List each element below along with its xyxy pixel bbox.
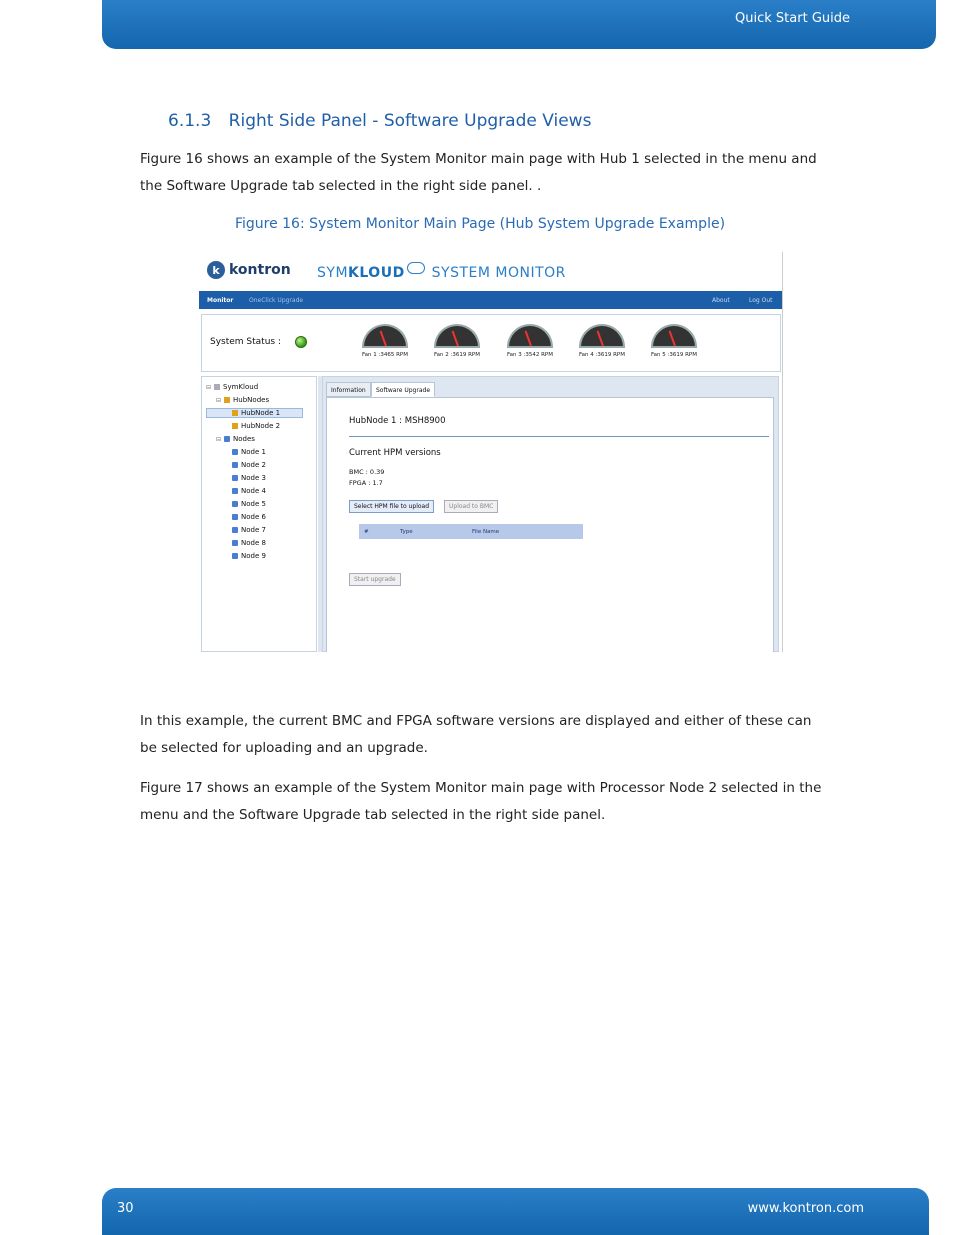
header-title: Quick Start Guide [735,11,850,26]
node-icon [232,501,238,507]
fan-label: Fan 5 :3619 RPM [651,352,697,358]
fan-gauge [433,324,481,358]
tree-item-node[interactable] [232,526,266,534]
node-icon [232,449,238,455]
fan-gauge [650,324,698,358]
system-status-label: System Status : [210,337,281,347]
start-upgrade-button[interactable]: Start upgrade [349,573,401,586]
kontron-logo-text: kontron [229,262,291,278]
tree-label: Node 9 [241,552,266,560]
symkloud-brand [317,262,566,281]
paragraph-versions: In this example, the current BMC and FPGA software versions are displayed and either of these can be selected for uploading and an upgrade. [140,713,812,756]
figure-caption: Figure 16: System Monitor Main Page (Hub System Upgrade Example) [234,216,726,232]
tree-label: HubNode 2 [241,422,281,430]
tree-label: Node 5 [241,500,266,508]
collapse-icon[interactable]: ⊟ [206,383,212,391]
select-hpm-file-button[interactable]: Select HPM file to upload [349,500,434,513]
node-icon [232,553,238,559]
section-number: 6.1.3 [168,111,212,131]
hub-icon [232,423,238,429]
paragraph-figure17: Figure 17 shows an example of the System Monitor main page with Processor Node 2 selected in the menu and the Software Upgrade tab selected in the right side panel. [140,780,822,823]
tree-item-hubnode-2[interactable] [232,422,280,430]
tree-item-node[interactable] [232,513,266,521]
paragraph-intro: Figure 16 shows an example of the System Monitor main page with Hub 1 selected in the menu and the Software Upgrade tab selected in the right side panel. . [140,151,817,194]
system-status-panel [201,314,781,372]
tree-label: Node 8 [241,539,266,547]
tree-label: Node 4 [241,487,266,495]
tree-item-node[interactable] [232,461,266,469]
gauge-dial-icon [651,324,697,348]
nav-about[interactable]: About [712,297,730,304]
divider [349,436,769,437]
kontron-logo-icon: k [207,261,225,279]
tree-label: Node 6 [241,513,266,521]
tree-label: Node 1 [241,448,266,456]
tree-item-node[interactable] [232,539,266,547]
figure-screenshot [199,252,783,652]
fan-label: Fan 1 :3465 RPM [362,352,408,358]
footer-bar [102,1188,929,1235]
bmc-version: BMC : 0.39 [349,468,385,476]
node-icon [232,514,238,520]
tree-item-symkloud[interactable] [206,383,258,391]
hpm-versions-heading: Current HPM versions [349,448,441,458]
tree-item-nodes[interactable] [216,435,255,443]
brand-bold: KLOUD [348,265,405,281]
section-heading [168,111,591,131]
brand-prefix: SYM [317,265,349,281]
collapse-icon[interactable]: ⊟ [216,435,222,443]
footer-url: www.kontron.com [747,1201,864,1216]
file-table-header [359,524,583,539]
tree-item-hubnodes[interactable] [216,396,269,404]
fan-gauge [506,324,554,358]
gauge-dial-icon [507,324,553,348]
page-number: 30 [117,1201,134,1216]
nav-logout[interactable]: Log Out [749,297,773,304]
tree-item-hubnode-1[interactable] [206,408,303,418]
column-header-number: # [364,529,369,535]
node-icon [232,540,238,546]
monitor-nav-bar [199,291,783,309]
node-tree-panel [201,376,317,652]
fan-gauge [361,324,409,358]
hub-icon [224,397,230,403]
software-upgrade-content [326,397,774,652]
tab-information[interactable]: Information [326,382,371,397]
fan-gauge [578,324,626,358]
nav-oneclick-upgrade[interactable]: OneClick Upgrade [249,297,304,304]
upload-to-bmc-button[interactable]: Upload to BMC [444,500,498,513]
fan-label: Fan 3 :3542 RPM [507,352,553,358]
hubnode-title: HubNode 1 : MSH8900 [349,416,446,426]
gauge-dial-icon [362,324,408,348]
tree-label: Node 3 [241,474,266,482]
server-icon [214,384,220,390]
node-icon [232,462,238,468]
tree-label: Node 7 [241,526,266,534]
hub-icon [232,410,238,416]
tree-item-node[interactable] [232,487,266,495]
tab-software-upgrade[interactable]: Software Upgrade [371,382,435,397]
tree-label: Node 2 [241,461,266,469]
kontron-logo [207,260,291,280]
section-title: Right Side Panel - Software Upgrade Views [228,111,592,131]
cloud-icon [407,262,425,274]
status-led-icon [295,336,307,348]
node-icon [232,527,238,533]
node-icon [224,436,230,442]
fan-label: Fan 2 :3619 RPM [434,352,480,358]
nav-monitor[interactable]: Monitor [207,297,234,304]
right-side-panel [322,376,779,652]
column-header-type: Type [400,529,413,535]
tree-label: HubNodes [233,396,270,404]
brand-suffix: SYSTEM MONITOR [431,265,566,281]
node-icon [232,488,238,494]
header-bar [102,0,936,49]
node-icon [232,475,238,481]
gauge-dial-icon [434,324,480,348]
tree-item-node[interactable] [232,448,266,456]
tree-label: HubNode 1 [241,409,281,417]
tree-label: Nodes [233,435,255,443]
tree-item-node[interactable] [232,474,266,482]
fpga-version: FPGA : 1.7 [349,479,383,487]
collapse-icon[interactable]: ⊟ [216,396,222,404]
tree-label: SymKloud [223,383,259,391]
tree-item-node[interactable] [232,500,266,508]
fan-label: Fan 4 :3619 RPM [579,352,625,358]
column-header-file-name: File Name [472,529,500,535]
gauge-dial-icon [579,324,625,348]
tree-item-node[interactable] [232,552,266,560]
